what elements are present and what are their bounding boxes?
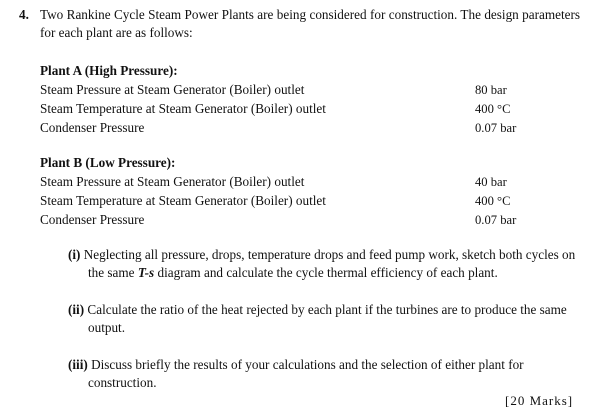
part-label: (i) (68, 247, 81, 262)
param-label: Condenser Pressure (40, 120, 145, 135)
part-ii (68, 301, 580, 337)
param-label: Steam Temperature at Steam Generator (Boiler) outlet (40, 101, 326, 116)
question-parts (68, 246, 580, 411)
plant-a-title: Plant A (High Pressure): (40, 63, 178, 78)
part-label: (iii) (68, 357, 88, 372)
plant-b-section (40, 154, 580, 230)
param-value: 0.07 bar (475, 121, 517, 135)
param-label: Steam Temperature at Steam Generator (Boiler) outlet (40, 193, 326, 208)
param-row (40, 100, 580, 119)
part-label: (ii) (68, 302, 85, 317)
part-iii (68, 356, 580, 392)
param-row (40, 119, 580, 138)
param-row (40, 211, 580, 230)
part-text: diagram and calculate the cycle thermal efficiency of each plant. (154, 265, 498, 280)
param-row (40, 173, 580, 192)
param-value: 400 °C (475, 194, 511, 208)
param-label: Steam Pressure at Steam Generator (Boiler) outlet (40, 82, 305, 97)
part-text: Calculate the ratio of the heat rejected by each plant if the turbines are to produce the same output. (84, 302, 567, 335)
param-value: 400 °C (475, 102, 511, 116)
question-number: 4. (19, 7, 29, 22)
param-value: 40 bar (475, 175, 507, 189)
question-intro: Two Rankine Cycle Steam Power Plants are being considered for construction. The design parameters for each plant are as follows: (40, 7, 580, 40)
plant-b-title: Plant B (Low Pressure): (40, 155, 176, 170)
param-label: Steam Pressure at Steam Generator (Boiler) outlet (40, 174, 305, 189)
param-label: Condenser Pressure (40, 212, 145, 227)
ts-diagram-term: T-s (137, 265, 155, 280)
param-value: 0.07 bar (475, 213, 517, 227)
marks-label: [20 Marks] (505, 393, 574, 408)
plant-a-section (40, 62, 580, 138)
part-text: Discuss briefly the results of your calculations and the selection of either plant for construction. (87, 357, 524, 390)
param-value: 80 bar (475, 83, 507, 97)
part-text: Neglecting all pressure, drops, temperature drops and feed pump work, sketch both cycles on the same (80, 247, 576, 280)
part-i (68, 246, 580, 282)
param-row (40, 192, 580, 211)
param-row (40, 81, 580, 100)
